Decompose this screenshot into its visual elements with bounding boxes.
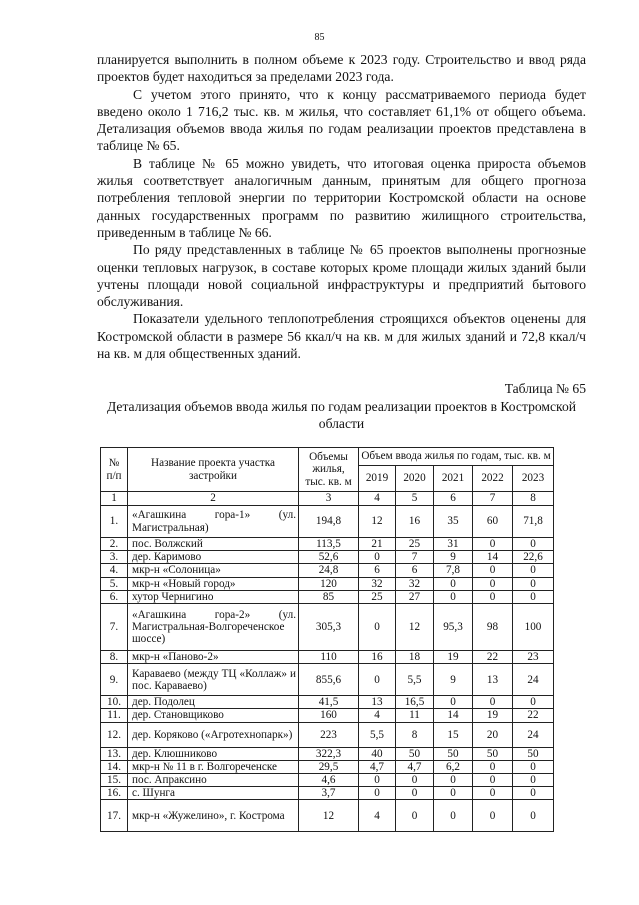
year-value: 20 — [473, 722, 513, 747]
project-name: мкр-н № 11 в г. Волгореченске — [128, 760, 299, 773]
row-number: 6. — [101, 590, 128, 603]
row-number: 11. — [101, 709, 128, 722]
housing-table — [100, 447, 554, 832]
paragraph: планируется выполнить в полном объеме к 2023 году. Строительство и ввод ряда проектов будет находиться за пределами 2023 года. — [97, 52, 586, 85]
project-name: «Агашкина гора-1» (ул. Магистральная) — [128, 506, 299, 538]
page-number: 85 — [314, 32, 325, 43]
year-value: 7,8 — [434, 564, 473, 577]
housing-volume: 120 — [299, 577, 359, 590]
year-value: 14 — [434, 709, 473, 722]
year-value: 0 — [359, 774, 396, 787]
year-value: 98 — [473, 604, 513, 651]
year-value: 25 — [396, 538, 434, 551]
row-number: 3. — [101, 551, 128, 564]
year-value: 0 — [513, 577, 554, 590]
year-value: 7 — [396, 551, 434, 564]
project-name: дер. Становщиково — [128, 709, 299, 722]
row-number: 14. — [101, 760, 128, 773]
paragraph: В таблице № 65 можно увидеть, что итоговая оценка прироста объемов жилья соответствует аналогичным данным, принятым для общего прогноза потребления тепловой энергии по территории Костромской области на основе данных государственных программ по развитию жилищного строительства, приведенным в таблице № 66. — [97, 155, 586, 240]
table-row — [101, 564, 554, 577]
year-value: 50 — [513, 747, 554, 760]
year-value: 27 — [396, 590, 434, 603]
row-number: 1. — [101, 506, 128, 538]
year-value: 0 — [396, 787, 434, 800]
row-number: 9. — [101, 664, 128, 696]
project-name: с. Шунга — [128, 787, 299, 800]
year-value: 0 — [473, 577, 513, 590]
year-value: 32 — [396, 577, 434, 590]
index-cell: 7 — [473, 492, 513, 506]
housing-volume: 160 — [299, 709, 359, 722]
row-number: 7. — [101, 604, 128, 651]
year-value: 0 — [359, 604, 396, 651]
project-name: дер. Каримово — [128, 551, 299, 564]
year-value: 0 — [473, 564, 513, 577]
row-number: 13. — [101, 747, 128, 760]
year-value: 22 — [513, 709, 554, 722]
year-value: 12 — [359, 506, 396, 538]
table-row — [101, 577, 554, 590]
year-value: 0 — [359, 787, 396, 800]
header-year: 2022 — [473, 466, 513, 492]
year-value: 0 — [513, 760, 554, 773]
year-value: 22,6 — [513, 551, 554, 564]
year-value: 60 — [473, 506, 513, 538]
housing-volume: 85 — [299, 590, 359, 603]
row-number: 17. — [101, 800, 128, 832]
housing-volume: 3,7 — [299, 787, 359, 800]
year-value: 22 — [473, 651, 513, 664]
year-value: 5,5 — [359, 722, 396, 747]
year-value: 95,3 — [434, 604, 473, 651]
header-num: № п/п — [101, 448, 128, 492]
year-value: 0 — [434, 577, 473, 590]
row-number: 10. — [101, 696, 128, 709]
year-value: 13 — [473, 664, 513, 696]
header-volume: Объемы жилья, тыс. кв. м — [299, 448, 359, 492]
year-value: 0 — [513, 787, 554, 800]
housing-volume: 305,3 — [299, 604, 359, 651]
year-value: 0 — [513, 800, 554, 832]
project-name: хутор Чернигино — [128, 590, 299, 603]
row-number: 8. — [101, 651, 128, 664]
table-row — [101, 760, 554, 773]
index-row — [101, 492, 554, 506]
year-value: 0 — [513, 696, 554, 709]
year-value: 8 — [396, 722, 434, 747]
housing-volume: 41,5 — [299, 696, 359, 709]
year-value: 50 — [434, 747, 473, 760]
row-number: 15. — [101, 774, 128, 787]
year-value: 0 — [473, 760, 513, 773]
index-cell: 2 — [128, 492, 299, 506]
index-cell: 1 — [101, 492, 128, 506]
header-year: 2019 — [359, 466, 396, 492]
table-row — [101, 506, 554, 538]
year-value: 0 — [513, 590, 554, 603]
year-value: 19 — [434, 651, 473, 664]
year-value: 13 — [359, 696, 396, 709]
year-value: 16,5 — [396, 696, 434, 709]
table-row — [101, 722, 554, 747]
table-row — [101, 651, 554, 664]
year-value: 0 — [473, 774, 513, 787]
year-value: 9 — [434, 551, 473, 564]
project-name: мкр-н «Жужелино», г. Кострома — [128, 800, 299, 832]
year-value: 0 — [434, 590, 473, 603]
header-name: Название проекта участка застройки — [128, 448, 299, 492]
year-value: 0 — [359, 664, 396, 696]
year-value: 4 — [359, 800, 396, 832]
year-value: 40 — [359, 747, 396, 760]
year-value: 18 — [396, 651, 434, 664]
row-number: 5. — [101, 577, 128, 590]
year-value: 0 — [473, 787, 513, 800]
table-row — [101, 696, 554, 709]
year-value: 21 — [359, 538, 396, 551]
table-row — [101, 787, 554, 800]
index-cell: 4 — [359, 492, 396, 506]
housing-volume: 113,5 — [299, 538, 359, 551]
table-row — [101, 774, 554, 787]
year-value: 24 — [513, 722, 554, 747]
paragraph: По ряду представленных в таблице № 65 проектов выполнены прогнозные оценки тепловых нагрузок, в составе которых кроме площади жилых зданий были учтены площади новой социальной инфраструктуры и предприятий бытового обслуживания. — [97, 242, 586, 310]
year-value: 16 — [359, 651, 396, 664]
index-cell: 3 — [299, 492, 359, 506]
row-number: 16. — [101, 787, 128, 800]
project-name: пос. Волжский — [128, 538, 299, 551]
year-value: 32 — [359, 577, 396, 590]
year-value: 12 — [396, 604, 434, 651]
header-year: 2021 — [434, 466, 473, 492]
housing-volume: 855,6 — [299, 664, 359, 696]
row-number: 12. — [101, 722, 128, 747]
year-value: 0 — [473, 590, 513, 603]
housing-volume: 12 — [299, 800, 359, 832]
header-year: 2020 — [396, 466, 434, 492]
project-name: Караваево (между ТЦ «Коллаж» и пос. Караваево) — [128, 664, 299, 696]
paragraph: С учетом этого принято, что к концу рассматриваемого периода будет введено около 1 716,2 тыс. кв. м жилья, что составляет 61,1% от общего объема. Детализация объемов ввода жилья по годам реализации проектов представлена в таблице № 65. — [97, 86, 586, 154]
year-value: 50 — [473, 747, 513, 760]
year-value: 0 — [434, 787, 473, 800]
year-value: 24 — [513, 664, 554, 696]
year-value: 4,7 — [396, 760, 434, 773]
year-value: 71,8 — [513, 506, 554, 538]
year-value: 0 — [396, 800, 434, 832]
year-value: 0 — [396, 774, 434, 787]
year-value: 25 — [359, 590, 396, 603]
header-year: 2023 — [513, 466, 554, 492]
housing-volume: 223 — [299, 722, 359, 747]
year-value: 0 — [434, 774, 473, 787]
table-title: Детализация объемов ввода жилья по годам реализации проектов в Костромской области — [106, 399, 577, 431]
index-cell: 6 — [434, 492, 473, 506]
year-value: 6,2 — [434, 760, 473, 773]
year-value: 4 — [359, 709, 396, 722]
table-row — [101, 800, 554, 832]
housing-volume: 322,3 — [299, 747, 359, 760]
year-value: 0 — [359, 551, 396, 564]
year-value: 0 — [513, 564, 554, 577]
body-text — [97, 51, 586, 362]
housing-volume: 52,6 — [299, 551, 359, 564]
table-label: Таблица № 65 — [504, 381, 586, 396]
year-value: 5,5 — [396, 664, 434, 696]
project-name: мкр-н «Солоница» — [128, 564, 299, 577]
year-value: 0 — [513, 774, 554, 787]
table-row — [101, 590, 554, 603]
table-row — [101, 709, 554, 722]
header-by-years: Объем ввода жилья по годам, тыс. кв. м — [359, 448, 554, 466]
year-value: 100 — [513, 604, 554, 651]
project-name: «Агашкина гора-2» (ул. Магистральная-Волгореченское шоссе) — [128, 604, 299, 651]
index-cell: 8 — [513, 492, 554, 506]
year-value: 6 — [396, 564, 434, 577]
index-cell: 5 — [396, 492, 434, 506]
year-value: 6 — [359, 564, 396, 577]
year-value: 0 — [473, 538, 513, 551]
project-name: дер. Подолец — [128, 696, 299, 709]
table-row — [101, 747, 554, 760]
project-name: пос. Апраксино — [128, 774, 299, 787]
table-row — [101, 664, 554, 696]
table-row — [101, 538, 554, 551]
year-value: 11 — [396, 709, 434, 722]
year-value: 16 — [396, 506, 434, 538]
table-row — [101, 551, 554, 564]
year-value: 23 — [513, 651, 554, 664]
row-number: 2. — [101, 538, 128, 551]
year-value: 50 — [396, 747, 434, 760]
year-value: 14 — [473, 551, 513, 564]
year-value: 35 — [434, 506, 473, 538]
year-value: 0 — [473, 800, 513, 832]
year-value: 15 — [434, 722, 473, 747]
housing-volume: 194,8 — [299, 506, 359, 538]
housing-volume: 4,6 — [299, 774, 359, 787]
table-row — [101, 604, 554, 651]
year-value: 0 — [434, 696, 473, 709]
row-number: 4. — [101, 564, 128, 577]
year-value: 19 — [473, 709, 513, 722]
paragraph: Показатели удельного теплопотребления строящихся объектов оценены для Костромской области в размере 56 ккал/ч на кв. м для жилых зданий и 72,8 ккал/ч на кв. м для общественных зданий. — [97, 311, 586, 362]
housing-volume: 110 — [299, 651, 359, 664]
year-value: 0 — [513, 538, 554, 551]
project-name: дер. Клюшниково — [128, 747, 299, 760]
project-name: дер. Коряково («Агротехнопарк») — [128, 722, 299, 747]
year-value: 0 — [473, 696, 513, 709]
year-value: 31 — [434, 538, 473, 551]
year-value: 0 — [434, 800, 473, 832]
project-name: мкр-н «Паново-2» — [128, 651, 299, 664]
year-value: 9 — [434, 664, 473, 696]
project-name: мкр-н «Новый город» — [128, 577, 299, 590]
housing-volume: 29,5 — [299, 760, 359, 773]
year-value: 4,7 — [359, 760, 396, 773]
housing-volume: 24,8 — [299, 564, 359, 577]
